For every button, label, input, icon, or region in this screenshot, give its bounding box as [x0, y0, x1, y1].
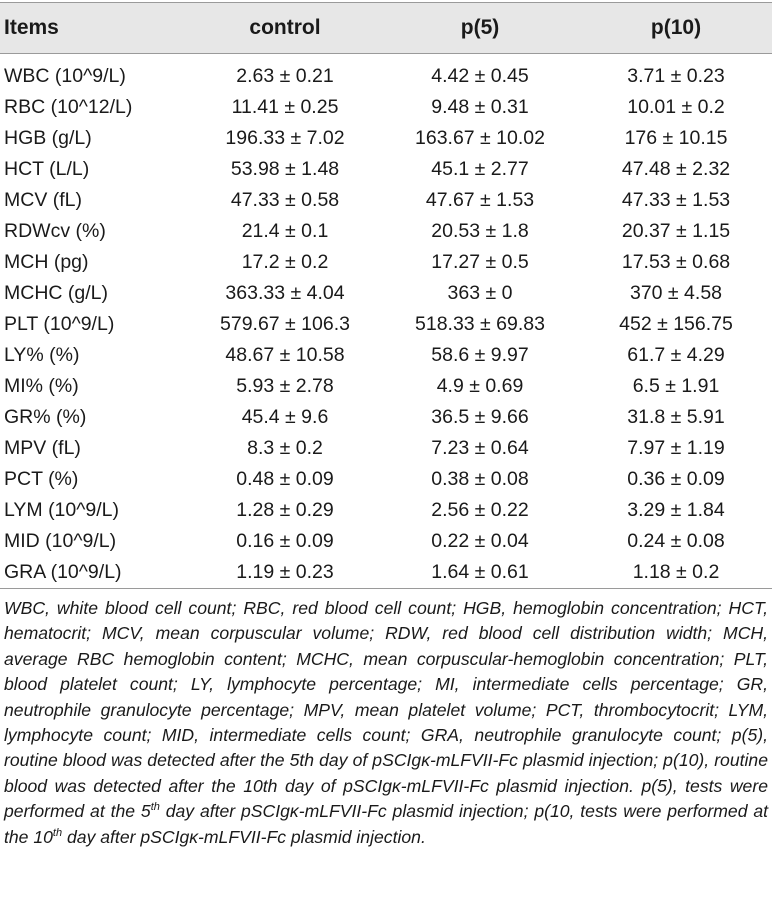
footnote-end: day after pSCIgκ-mLFVII-Fc plasmid injection. [62, 826, 426, 847]
value-cell: 17.27 ± 0.5 [431, 251, 529, 273]
value-cell: 1.64 ± 0.61 [431, 561, 529, 583]
table-row [0, 278, 772, 309]
value-cell: 58.6 ± 9.97 [431, 344, 529, 366]
value-cell: 8.3 ± 0.2 [247, 437, 323, 459]
table-row [0, 154, 772, 185]
table-body [0, 53, 772, 588]
table-row [0, 309, 772, 340]
table-row [0, 371, 772, 402]
row-label-cell: MI% (%) [4, 375, 79, 397]
row-label-cell: RBC (10^12/L) [4, 96, 133, 118]
row-label-cell: HGB (g/L) [4, 127, 92, 149]
row-label-cell: GR% (%) [4, 406, 87, 428]
table-row [0, 526, 772, 557]
value-cell: 7.23 ± 0.64 [431, 437, 529, 459]
value-cell: 0.22 ± 0.04 [431, 530, 529, 552]
value-cell: 370 ± 4.58 [629, 282, 723, 304]
row-label-cell: HCT (L/L) [4, 158, 90, 180]
column-header-control: control [249, 16, 321, 39]
table-row [0, 340, 772, 371]
value-cell: 579.67 ± 106.3 [220, 313, 350, 335]
table-row [0, 247, 772, 278]
value-cell: 20.53 ± 1.8 [431, 220, 529, 242]
column-header-p5: p(5) [460, 16, 500, 39]
row-label-cell: PLT (10^9/L) [4, 313, 115, 335]
row-label-cell: MPV (fL) [4, 437, 81, 459]
value-cell: 3.71 ± 0.23 [627, 65, 725, 87]
table-row [0, 92, 772, 123]
value-cell: 363.33 ± 4.04 [225, 282, 345, 304]
value-cell: 47.48 ± 2.32 [621, 158, 731, 180]
value-cell: 17.53 ± 0.68 [621, 251, 731, 273]
value-cell: 0.36 ± 0.09 [627, 468, 725, 490]
table-row [0, 123, 772, 154]
table-row [0, 402, 772, 433]
table-row [0, 557, 772, 588]
value-cell: 48.67 ± 10.58 [225, 344, 345, 366]
value-cell: 1.18 ± 0.2 [632, 561, 720, 583]
value-cell: 53.98 ± 1.48 [230, 158, 340, 180]
value-cell: 163.67 ± 10.02 [415, 127, 545, 149]
value-cell: 176 ± 10.15 [624, 127, 728, 149]
table-footnote [4, 596, 768, 850]
footnote-main: WBC, white blood cell count; RBC, red blood cell count; HGB, hemoglobin concentration; HCT, hematocrit; MCV, mean corpuscular volume; RDW, red blood cell distribution width; MCH, average RBC hemoglobin content; MCHC, mean corpuscular-hemoglobin concentration; PLT, blood platelet count; LY, lymphocyte percentage; MI, intermediate cells percentage; GR, neutrophile granulocyte percentage; MPV, mean platelet volume; PCT, thrombocytocrit; LYM, lymphocyte count; MID, intermediate cells count; GRA, neutrophile granulocyte count; p(5), routine blood was detected after the 5th day of pSCIgκ-mLFVII-Fc plasmid injection; p(10), routine blood was detected after the 10th day of pSCIgκ-mLFVII-Fc plasmid injection. p(5), tests were performed at the 5 [4, 598, 768, 822]
row-label-cell: MCV (fL) [4, 189, 82, 211]
column-header-items: Items [4, 16, 59, 39]
value-cell: 5.93 ± 2.78 [236, 375, 334, 397]
row-label-cell: MCHC (g/L) [4, 282, 109, 304]
value-cell: 0.16 ± 0.09 [236, 530, 334, 552]
row-label-cell: WBC (10^9/L) [4, 65, 126, 87]
value-cell: 36.5 ± 9.66 [431, 406, 529, 428]
value-cell: 0.24 ± 0.08 [627, 530, 725, 552]
value-cell: 10.01 ± 0.2 [627, 96, 725, 118]
value-cell: 1.28 ± 0.29 [236, 499, 334, 521]
footnote-mid: day after pSCIgκ-mLFVII-Fc plasmid injection; p(10, tests were performed at the 10 [4, 801, 769, 847]
value-cell: 2.56 ± 0.22 [431, 499, 529, 521]
row-label-cell: RDWcv (%) [4, 220, 106, 242]
header-row [0, 3, 772, 53]
value-cell: 20.37 ± 1.15 [621, 220, 731, 242]
footnote-sup-5th: th [150, 801, 160, 814]
value-cell: 47.33 ± 0.58 [230, 189, 340, 211]
value-cell: 47.33 ± 1.53 [621, 189, 731, 211]
table-row [0, 53, 772, 92]
blood-routine-table [0, 3, 772, 588]
table-row [0, 185, 772, 216]
column-header-p10: p(10) [650, 16, 702, 39]
value-cell: 363 ± 0 [447, 282, 513, 304]
value-cell: 452 ± 156.75 [619, 313, 733, 335]
table-row [0, 433, 772, 464]
value-cell: 7.97 ± 1.19 [627, 437, 725, 459]
table-row [0, 216, 772, 247]
value-cell: 196.33 ± 7.02 [225, 127, 345, 149]
value-cell: 31.8 ± 5.91 [627, 406, 725, 428]
value-cell: 4.42 ± 0.45 [431, 65, 529, 87]
value-cell: 17.2 ± 0.2 [241, 251, 329, 273]
footnote-sup-10th: th [52, 826, 63, 839]
value-cell: 1.19 ± 0.23 [236, 561, 334, 583]
table-row [0, 464, 772, 495]
table-bottom-rule [0, 588, 772, 589]
value-cell: 518.33 ± 69.83 [415, 313, 545, 335]
value-cell: 45.1 ± 2.77 [431, 158, 529, 180]
value-cell: 3.29 ± 1.84 [627, 499, 725, 521]
value-cell: 0.38 ± 0.08 [431, 468, 529, 490]
row-label-cell: PCT (%) [4, 468, 79, 490]
value-cell: 0.48 ± 0.09 [236, 468, 334, 490]
value-cell: 2.63 ± 0.21 [236, 65, 334, 87]
value-cell: 6.5 ± 1.91 [632, 375, 720, 397]
row-label-cell: GRA (10^9/L) [4, 561, 122, 583]
row-label-cell: LYM (10^9/L) [4, 499, 120, 521]
value-cell: 61.7 ± 4.29 [627, 344, 725, 366]
row-label-cell: MCH (pg) [4, 251, 89, 273]
value-cell: 47.67 ± 1.53 [425, 189, 535, 211]
row-label-cell: LY% (%) [4, 344, 80, 366]
value-cell: 45.4 ± 9.6 [241, 406, 329, 428]
table-row [0, 495, 772, 526]
value-cell: 11.41 ± 0.25 [231, 96, 339, 118]
value-cell: 4.9 ± 0.69 [436, 375, 524, 397]
row-label-cell: MID (10^9/L) [4, 530, 117, 552]
value-cell: 21.4 ± 0.1 [241, 220, 329, 242]
value-cell: 9.48 ± 0.31 [431, 96, 529, 118]
